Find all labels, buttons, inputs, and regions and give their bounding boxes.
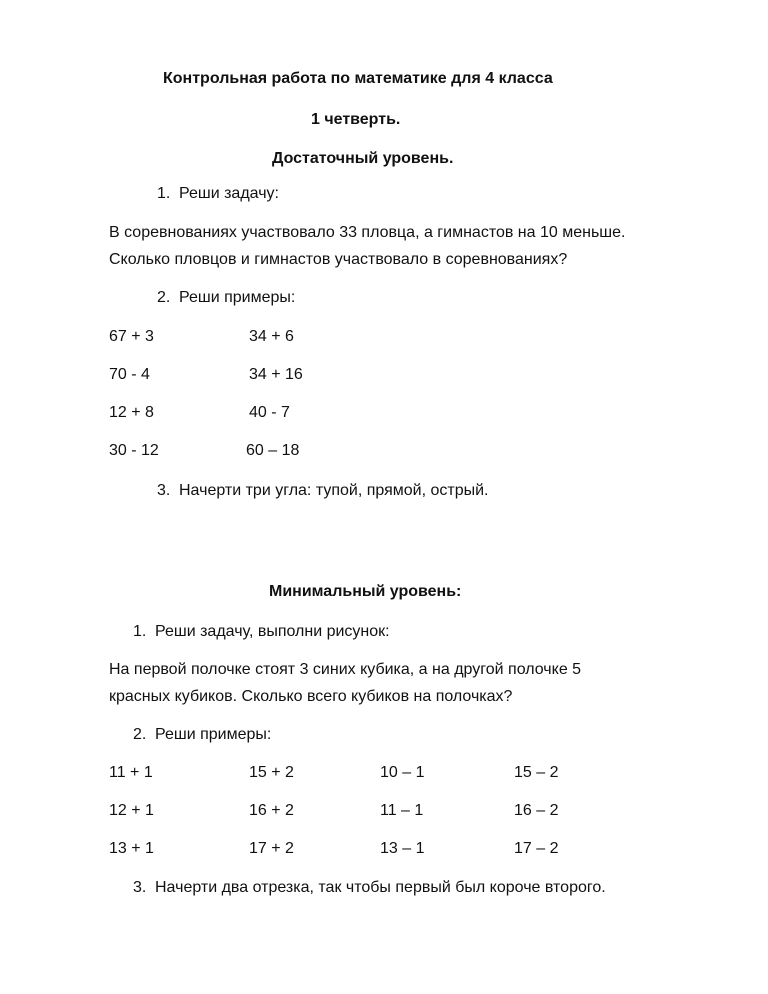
example-cell: 10 – 1 [380,764,425,781]
section1-heading: Достаточный уровень. [272,150,454,167]
example-cell: 40 - 7 [249,404,290,421]
example-cell: 67 + 3 [109,328,154,345]
example-cell: 17 – 2 [514,840,559,857]
task-number: 2. [157,289,171,306]
section2-task1-text-line2: красных кубиков. Сколько всего кубиков на полочках? [109,688,513,705]
example-cell: 17 + 2 [249,840,294,857]
example-cell: 15 – 2 [514,764,559,781]
task-label: Начерти три угла: тупой, прямой, острый. [179,482,489,499]
task-label: Начерти два отрезка, так чтобы первый был короче второго. [155,879,606,896]
section1-task2-label [157,288,295,308]
example-cell: 16 + 2 [249,802,294,819]
example-cell: 34 + 6 [249,328,294,345]
example-cell: 13 + 1 [109,840,154,857]
section1-task1-text-line2: Сколько пловцов и гимнастов участвовало в соревнованиях? [109,251,568,268]
section1-task3-label [157,481,489,501]
section2-task2-label [133,725,271,745]
quarter-label: 1 четверть. [311,111,401,128]
task-number: 1. [133,623,147,640]
section2-task1-label [133,622,390,642]
example-cell: 60 – 18 [246,442,300,459]
task-number: 3. [133,879,147,896]
document-title: Контрольная работа по математике для 4 класса [163,70,553,87]
task-label: Реши задачу: [179,185,279,202]
example-cell: 13 – 1 [380,840,425,857]
example-cell: 11 + 1 [109,764,153,781]
example-cell: 30 - 12 [109,442,159,459]
example-cell: 12 + 8 [109,404,154,421]
example-cell: 70 - 4 [109,366,150,383]
task-label: Реши примеры: [179,289,296,306]
section2-task1-text-line1: На первой полочке стоят 3 синих кубика, а на другой полочке 5 [109,661,582,678]
example-cell: 11 – 1 [380,802,424,819]
section1-task1-label [157,184,279,204]
section2-task3-label [133,878,606,898]
section2-heading: Минимальный уровень: [269,583,462,600]
task-number: 3. [157,482,171,499]
task-label: Реши задачу, выполни рисунок: [155,623,390,640]
task-number: 2. [133,726,147,743]
example-cell: 16 – 2 [514,802,559,819]
example-cell: 12 + 1 [109,802,154,819]
example-cell: 34 + 16 [249,366,303,383]
task-number: 1. [157,185,171,202]
task-label: Реши примеры: [155,726,272,743]
section1-task1-text-line1: В соревнованиях участвовало 33 пловца, а гимнастов на 10 меньше. [109,224,626,241]
example-cell: 15 + 2 [249,764,294,781]
